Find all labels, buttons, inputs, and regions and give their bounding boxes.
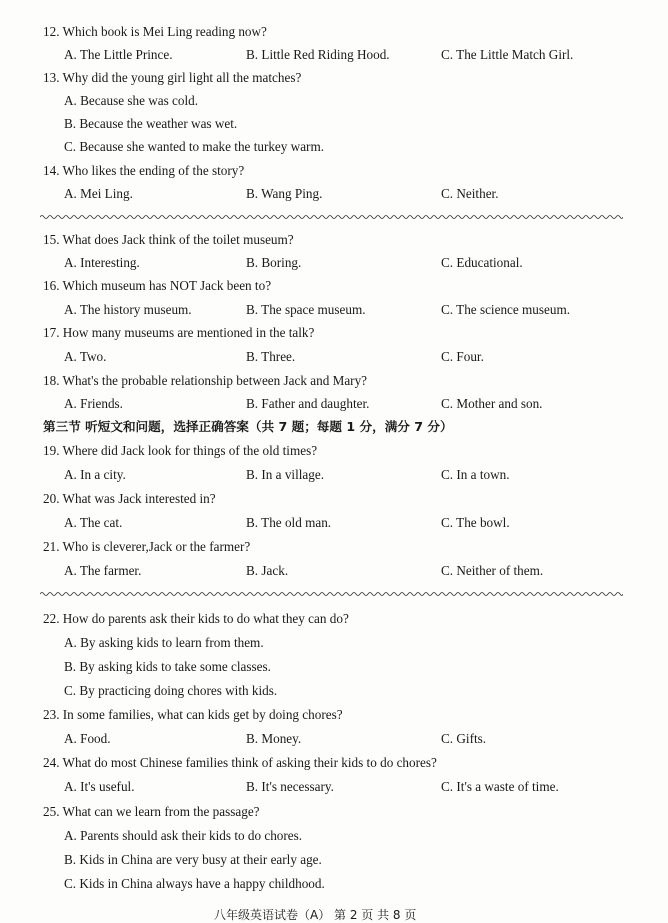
option-c[interactable]: C. Neither of them. (441, 563, 544, 578)
option-a[interactable]: A. Interesting. (64, 255, 140, 270)
option-b[interactable]: B. Jack. (246, 563, 289, 578)
option-b[interactable]: B. Three. (246, 349, 296, 364)
option-b[interactable]: B. Boring. (246, 255, 302, 270)
option-a[interactable]: A. Because she was cold. (64, 93, 199, 108)
options-22 (0, 681, 668, 701)
option-a[interactable]: A. The cat. (64, 515, 123, 530)
options-25 (0, 826, 668, 846)
option-c[interactable]: C. The bowl. (441, 515, 510, 530)
option-c[interactable]: C. Four. (441, 349, 484, 364)
wavy-divider (40, 591, 623, 597)
option-c[interactable]: C. The science museum. (441, 302, 571, 317)
options-25 (0, 874, 668, 894)
option-b[interactable]: B. It's necessary. (246, 779, 334, 794)
option-a[interactable]: A. The Little Prince. (64, 47, 173, 62)
option-c[interactable]: C. The Little Match Girl. (441, 47, 574, 62)
option-a[interactable]: A. The history museum. (64, 302, 192, 317)
option-a[interactable]: A. Food. (64, 731, 111, 746)
options-18 (0, 394, 668, 414)
option-c[interactable]: C. Educational. (441, 255, 523, 270)
option-c[interactable]: C. In a town. (441, 467, 510, 482)
option-a[interactable]: A. Parents should ask their kids to do chores. (64, 828, 303, 843)
question-16: 16. Which museum has NOT Jack been to? (43, 278, 272, 293)
question-21: 21. Who is cleverer,Jack or the farmer? (43, 539, 251, 554)
question-22: 22. How do parents ask their kids to do what they can do? (43, 611, 349, 626)
question-25: 25. What can we learn from the passage? (43, 804, 260, 819)
options-12 (0, 45, 668, 65)
option-b[interactable]: B. Money. (246, 731, 302, 746)
option-b[interactable]: B. In a village. (246, 467, 325, 482)
section-3-heading: 第三节 听短文和问题，选择正确答案（共 7 题；每题 1 分，满分 7 分） (43, 419, 453, 434)
options-16 (0, 300, 668, 320)
option-b[interactable]: B. Little Red Riding Hood. (246, 47, 390, 62)
options-14 (0, 184, 668, 204)
question-24: 24. What do most Chinese families think of asking their kids to do chores? (43, 755, 437, 770)
option-b[interactable]: B. Because the weather was wet. (64, 116, 238, 131)
question-14: 14. Who likes the ending of the story? (43, 163, 245, 178)
options-13 (0, 137, 668, 157)
option-c[interactable]: C. It's a waste of time. (441, 779, 559, 794)
option-a[interactable]: A. Mei Ling. (64, 186, 133, 201)
option-a[interactable]: A. By asking kids to learn from them. (64, 635, 264, 650)
wavy-divider (40, 214, 623, 220)
option-b[interactable]: B. By asking kids to take some classes. (64, 659, 271, 674)
option-a[interactable]: A. In a city. (64, 467, 126, 482)
options-23 (0, 729, 668, 749)
option-b[interactable]: B. Kids in China are very busy at their early age. (64, 852, 322, 867)
options-13 (0, 91, 668, 111)
option-c[interactable]: C. Kids in China always have a happy childhood. (64, 876, 325, 891)
options-20 (0, 513, 668, 533)
option-a[interactable]: A. It's useful. (64, 779, 135, 794)
option-c[interactable]: C. Gifts. (441, 731, 487, 746)
options-22 (0, 657, 668, 677)
option-a[interactable]: A. Two. (64, 349, 107, 364)
option-b[interactable]: B. The space museum. (246, 302, 366, 317)
option-b[interactable]: B. Father and daughter. (246, 396, 370, 411)
question-18: 18. What's the probable relationship between Jack and Mary? (43, 373, 368, 388)
page-footer: 八年级英语试卷（A） 第 2 页 共 8 页 (214, 908, 417, 922)
options-13 (0, 114, 668, 134)
options-25 (0, 850, 668, 870)
question-13: 13. Why did the young girl light all the matches? (43, 70, 302, 85)
question-23: 23. In some families, what can kids get by doing chores? (43, 707, 343, 722)
question-20: 20. What was Jack interested in? (43, 491, 216, 506)
question-19: 19. Where did Jack look for things of the old times? (43, 443, 318, 458)
options-17 (0, 347, 668, 367)
question-12: 12. Which book is Mei Ling reading now? (43, 24, 267, 39)
options-24 (0, 777, 668, 797)
option-c[interactable]: C. By practicing doing chores with kids. (64, 683, 278, 698)
option-b[interactable]: B. The old man. (246, 515, 332, 530)
option-b[interactable]: B. Wang Ping. (246, 186, 323, 201)
question-17: 17. How many museums are mentioned in the talk? (43, 325, 315, 340)
options-15 (0, 253, 668, 273)
options-21 (0, 561, 668, 581)
options-22 (0, 633, 668, 653)
option-a[interactable]: A. Friends. (64, 396, 123, 411)
option-c[interactable]: C. Because she wanted to make the turkey warm. (64, 139, 325, 154)
option-a[interactable]: A. The farmer. (64, 563, 142, 578)
option-c[interactable]: C. Neither. (441, 186, 499, 201)
question-15: 15. What does Jack think of the toilet museum? (43, 232, 294, 247)
options-19 (0, 465, 668, 485)
option-c[interactable]: C. Mother and son. (441, 396, 543, 411)
